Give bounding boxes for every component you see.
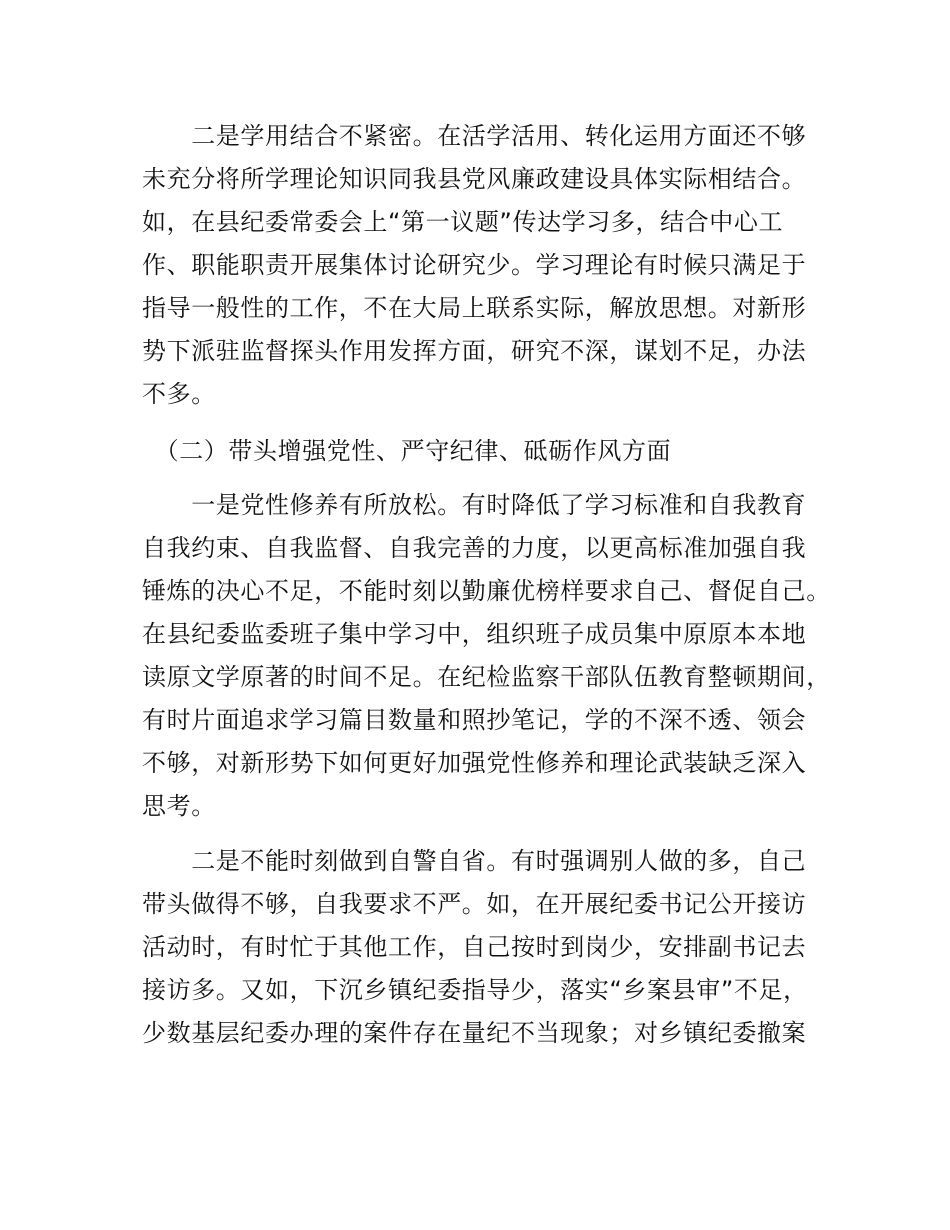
paragraph-2-line-8: 思考。 [142,792,216,820]
section-heading: （二）带头增强党性、严守纪律、砥砺作风方面 [142,437,672,465]
paragraph-3-line-5: 少数基层纪委办理的案件存在量纪不当现象；对乡镇纪委撤案 [142,1019,807,1047]
paragraph-1-line-5: 指导一般性的工作，不在大局上联系实际，解放思想。对新形 [142,294,807,322]
paragraph-3-line-1: 二是不能时刻做到自警自省。有时强调别人做的多，自己 [142,847,807,875]
paragraph-1-line-2: 未充分将所学理论知识同我县党风廉政建设具体实际相结合。 [142,165,807,193]
paragraph-3-line-3: 活动时，有时忙于其他工作，自己按时到岗少，安排副书记去 [142,933,807,961]
paragraph-1-line-1: 二是学用结合不紧密。在活学活用、转化运用方面还不够 [142,122,807,150]
paragraph-2-line-1: 一是党性修养有所放松。有时降低了学习标准和自我教育 [142,491,807,519]
paragraph-1-line-6: 势下派驻监督探头作用发挥方面，研究不深，谋划不足，办法 [142,337,807,365]
paragraph-1-line-4: 作、职能职责开展集体讨论研究少。学习理论有时候只满足于 [142,251,807,279]
paragraph-2-line-5: 读原文学原著的时间不足。在纪检监察干部队伍教育整顿期间， [142,663,831,691]
paragraph-2-line-3: 锤炼的决心不足，不能时刻以勤廉优榜样要求自己、督促自己。 [142,577,831,605]
paragraph-1-line-7: 不多。 [142,380,216,408]
paragraph-1-line-3: 如，在县纪委常委会上“第一议题”传达学习多，结合中心工 [142,208,784,236]
paragraph-2-line-2: 自我约束、自我监督、自我完善的力度，以更高标准加强自我 [142,534,807,562]
paragraph-2-line-7: 不够，对新形势下如何更好加强党性修养和理论武装缺乏深入 [142,749,807,777]
paragraph-3-line-4: 接访多。又如，下沉乡镇纪委指导少，落实“乡案县审”不足， [142,976,808,1004]
paragraph-2-line-6: 有时片面追求学习篇目数量和照抄笔记，学的不深不透、领会 [142,706,807,734]
paragraph-2-line-4: 在县纪委监委班子集中学习中，组织班子成员集中原原本本地 [142,620,807,648]
paragraph-3-line-2: 带头做得不够，自我要求不严。如，在开展纪委书记公开接访 [142,890,807,918]
